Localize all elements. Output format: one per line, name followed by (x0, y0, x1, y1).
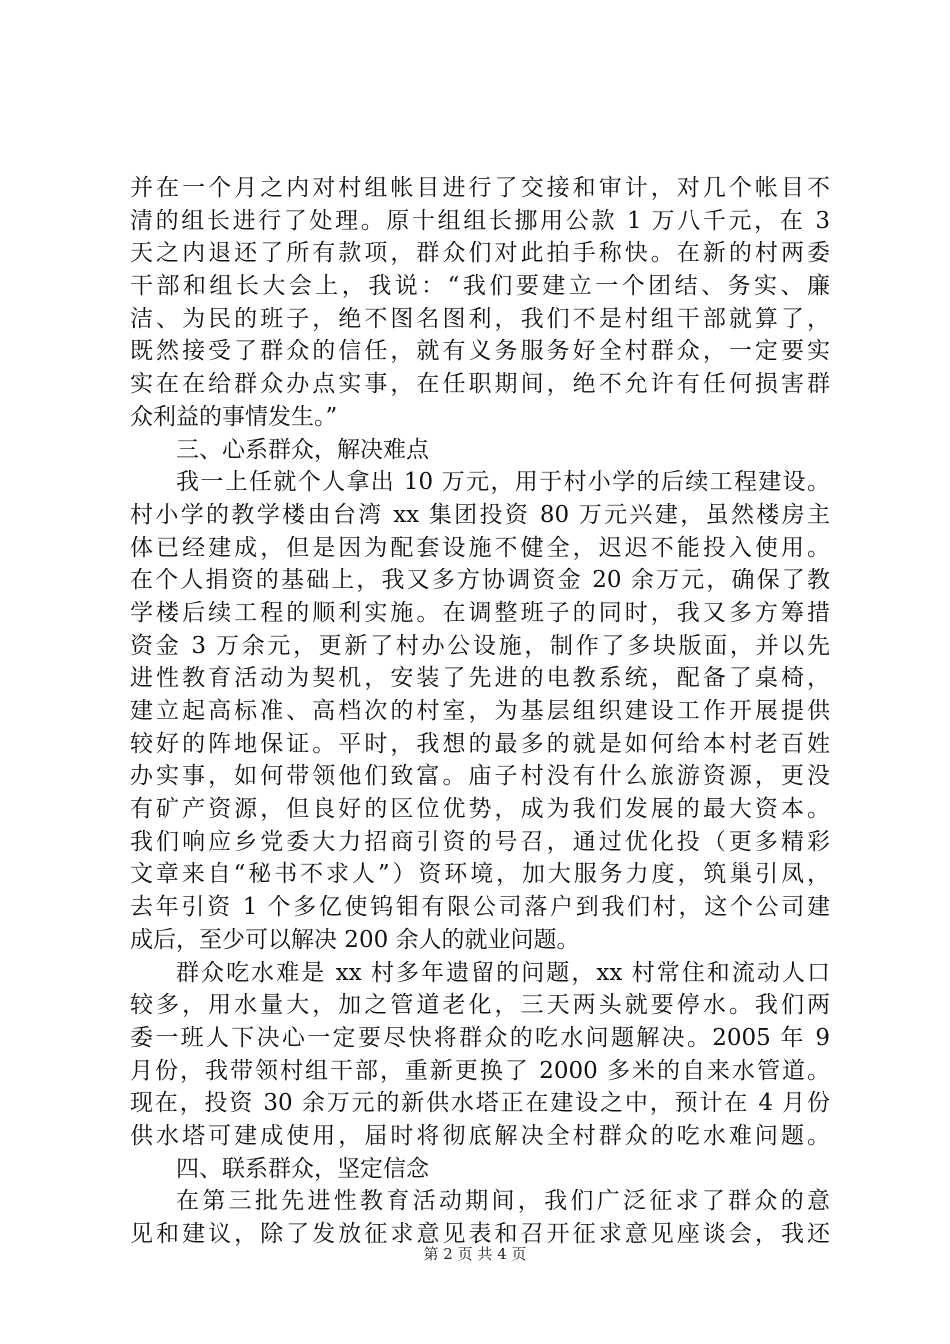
text-line: 文章来自“秘书不求人”）资环境，加大服务力度，筑巢引凤， (130, 861, 830, 888)
document-body (130, 172, 830, 1251)
text-line: 供水塔可建成使用，届时将彻底解决全村群众的吃水难问题。 (130, 1122, 830, 1149)
text-line: 月份，我带领村组干部，重新更换了 2000 多米的自来水管道。 (130, 1057, 830, 1084)
section-heading: 三、心系群众，解决难点 (176, 436, 429, 463)
text-line: 在第三批先进性教育活动期间，我们广泛征求了群众的意 (176, 1188, 830, 1215)
text-line: 既然接受了群众的信任，就有义务服务好全村群众，一定要实 (130, 338, 830, 365)
text-line: 较多，用水量大，加之管道老化，三天两头就要停水。我们两 (130, 992, 830, 1019)
text-line: 体已经建成，但是因为配套设施不健全，迟迟不能投入使用。 (130, 534, 830, 561)
text-line: 洁、为民的班子，绝不图名图利，我们不是村组干部就算了， (130, 305, 830, 332)
text-line: 资金 3 万余元，更新了村办公设施，制作了多块版面，并以先 (130, 632, 830, 659)
text-line: 去年引资 1 个多亿使钨钼有限公司落户到我们村，这个公司建 (130, 894, 830, 921)
text-line: 进性教育活动为契机，安装了先进的电教系统，配备了桌椅， (130, 665, 830, 692)
text-line: 清的组长进行了处理。原十组组长挪用公款 1 万八千元，在 3 (130, 207, 830, 234)
text-line: 现在，投资 30 余万元的新供水塔正在建设之中，预计在 4 月份 (130, 1090, 830, 1117)
text-line: 干部和组长大会上，我说：“我们要建立一个团结、务实、廉 (130, 273, 830, 300)
section-heading: 四、联系群众，坚定信念 (176, 1155, 429, 1182)
text-line: 众利益的事情发生。” (130, 403, 338, 430)
text-line: 有矿产资源，但良好的区位优势，成为我们发展的最大资本。 (130, 796, 830, 823)
text-line: 办实事，如何带领他们致富。庙子村没有什么旅游资源，更没 (130, 763, 830, 790)
text-line: 学楼后续工程的顺利实施。在调整班子的同时，我又多方筹措 (130, 599, 830, 626)
text-line: 委一班人下决心一定要尽快将群众的吃水问题解决。2005 年 9 (130, 1024, 830, 1051)
text-line: 并在一个月之内对村组帐目进行了交接和审计，对几个帐目不 (130, 175, 830, 201)
text-line: 我们响应乡党委大力招商引资的号召，通过优化投（更多精彩 (130, 828, 830, 855)
text-line: 见和建议，除了发放征求意见表和召开征求意见座谈会，我还 (130, 1221, 830, 1247)
text-line: 我一上任就个人拿出 10 万元，用于村小学的后续工程建设。 (176, 469, 830, 496)
text-line: 成后，至少可以解决 200 余人的就业问题。 (130, 926, 580, 953)
text-line: 在个人捐资的基础上，我又多方协调资金 20 余万元，确保了教 (130, 567, 830, 594)
page-footer: 第 2 页 共 4 页 (423, 1245, 527, 1263)
text-line: 天之内退还了所有款项，群众们对此拍手称快。在新的村两委 (130, 240, 830, 267)
text-line: 建立起高标准、高档次的村室，为基层组织建设工作开展提供 (130, 698, 830, 724)
text-line: 较好的阵地保证。平时，我想的最多的就是如何给本村老百姓 (130, 730, 830, 757)
text-line: 实在在给群众办点实事，在任职期间，绝不允许有任何损害群 (130, 371, 830, 398)
text-line: 村小学的教学楼由台湾 xx 集团投资 80 万元兴建，虽然楼房主 (130, 501, 830, 528)
text-line: 群众吃水难是 xx 村多年遗留的问题，xx 村常住和流动人口 (176, 959, 830, 986)
